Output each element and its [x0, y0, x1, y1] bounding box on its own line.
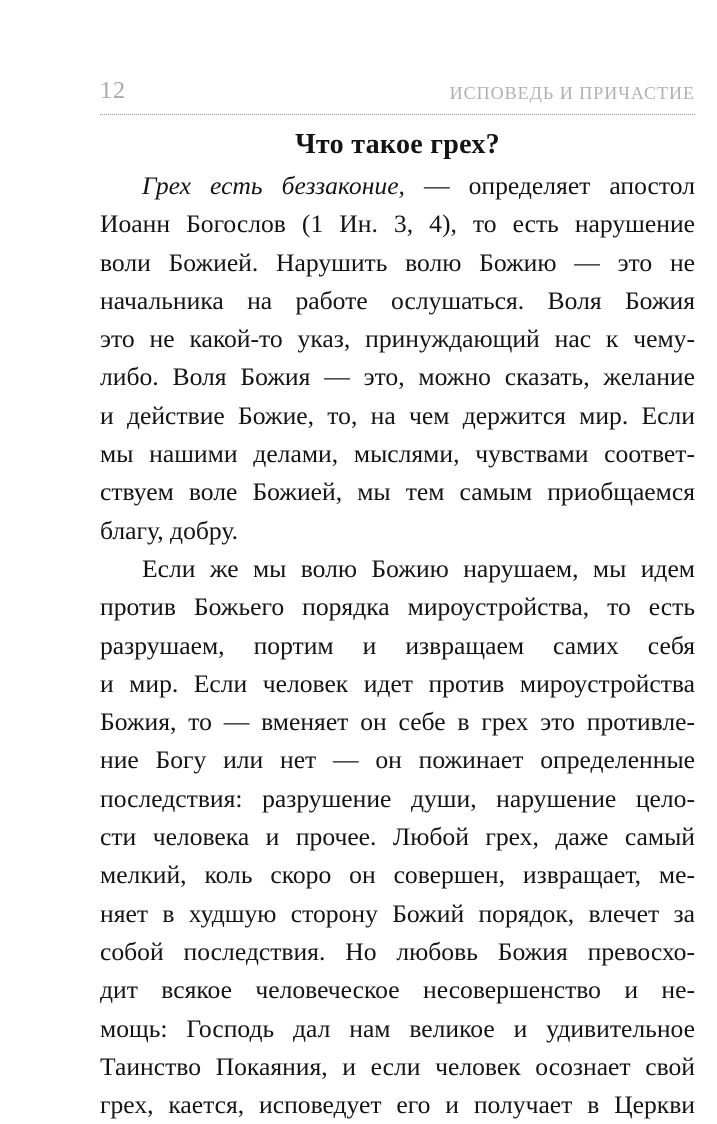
paragraph-2-line: собой последствия. Но любовь Божия превосхо-: [100, 936, 695, 966]
page-number: 12: [100, 78, 126, 104]
paragraph-2-line: Божия, то — вменяет он себе в грех это противле-: [100, 707, 695, 737]
paragraph-1-line: начальника на работе ослушаться. Воля Божия: [100, 285, 695, 315]
paragraph-2-line: дит всякое человеческое несовершенство и не-: [100, 975, 695, 1005]
paragraph-2-line: и мир. Если человек идет против мироустройства: [100, 668, 695, 698]
running-head: [100, 78, 695, 115]
paragraph-2-line: Если же мы волю Божию нарушаем, мы идем: [142, 553, 695, 583]
paragraph-1-first-line-rest: — определяет апостол: [404, 171, 695, 200]
book-title: ИСПОВЕДЬ И ПРИЧАСТИЕ: [449, 83, 695, 103]
paragraph-1-line: мы нашими делами, мыслями, чувствами соответ-: [100, 439, 695, 469]
paragraph-1-line: Иоанн Богослов (1 Ин. 3, 4), то есть нарушение: [100, 209, 695, 239]
paragraph-2-line: грех, кается, исповедует его и получает в Церкви: [100, 1090, 695, 1120]
scripture-quote: Грех есть беззаконие,: [142, 171, 405, 200]
paragraph-1-line: воли Божией. Нарушить волю Божию — это не: [100, 247, 695, 277]
paragraph-2-line: мелкий, коль скоро он совершен, извращает, ме-: [100, 860, 695, 890]
paragraph-2-line: няет в худшую сторону Божий порядок, влечет за: [100, 898, 695, 928]
paragraph-1-line: и действие Божие, то, на чем держится мир. Если: [100, 400, 695, 430]
paragraph-2-line: последствия: разрушение души, нарушение цело-: [100, 783, 695, 813]
paragraph-1-line: либо. Воля Божия — это, можно сказать, желание: [100, 362, 695, 392]
paragraph-2-line: против Божьего порядка мироустройства, то есть: [100, 592, 695, 622]
paragraph-2-line: разрушаем, портим и извращаем самих себя: [100, 630, 695, 660]
chapter-title: Что такое грех?: [295, 129, 500, 160]
paragraph-2-line: сти человека и прочее. Любой грех, даже самый: [100, 822, 695, 852]
paragraph-1-line: [100, 167, 695, 205]
paragraph-2-line: мощь: Господь дал нам великое и удивительное: [100, 1013, 695, 1043]
body-text: [100, 167, 695, 1124]
paragraph-1-line: ствуем воле Божией, мы тем самым приобщаемся: [100, 477, 695, 507]
paragraph-1-line: благу, добру.: [100, 515, 238, 545]
paragraph-2-line: ние Богу или нет — он пожинает определенные: [100, 745, 695, 775]
paragraph-1-line: это не какой-то указ, принуждающий нас к чему-: [100, 324, 695, 354]
paragraph-2-line: Таинство Покаяния, и если человек осознает свой: [100, 1051, 695, 1081]
